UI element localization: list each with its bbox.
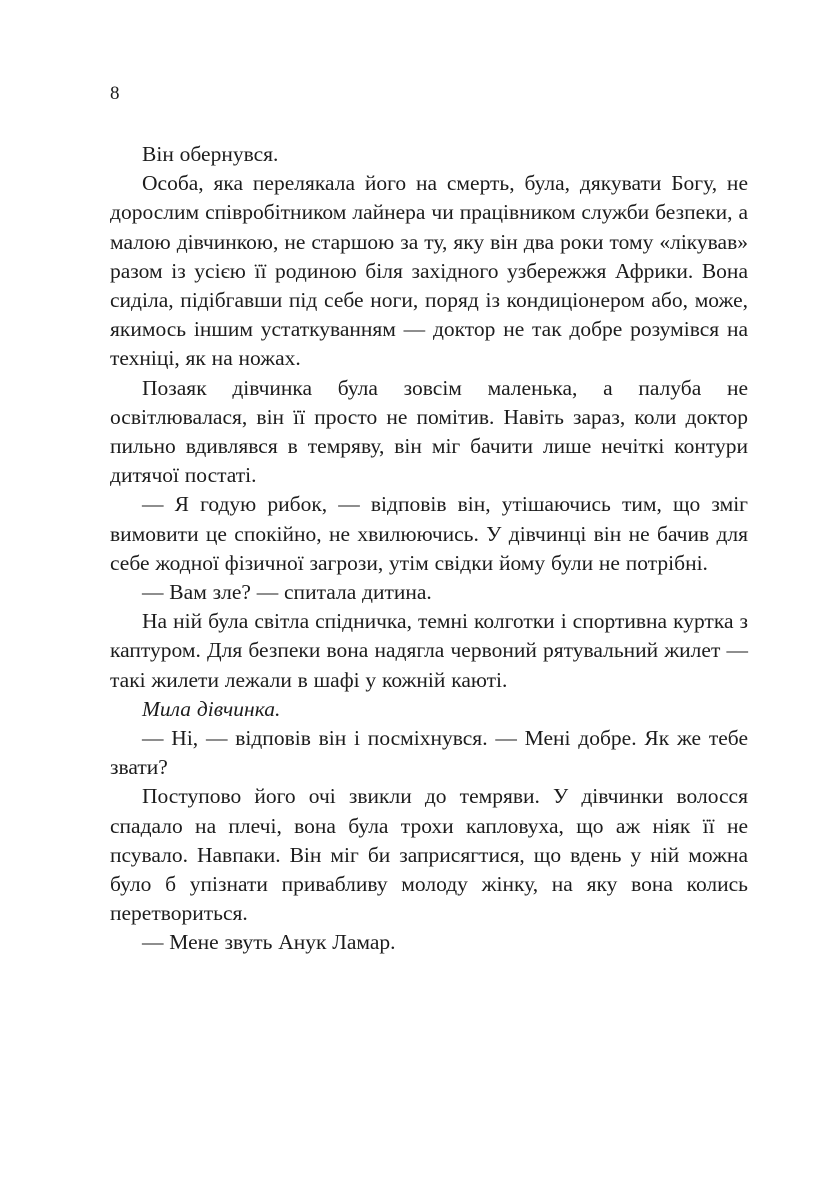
paragraph: Особа, яка перелякала його на смерть, була, дякувати Богу, не дорослим співробітником лайнера чи працівником служби безпеки, а малою дівчинкою, не старшою за ту, яку він два роки тому «лікував» разом із усією її родиною біля західного узбережжя Африки. Вона сиділа, підібгавши під себе ноги, поряд із кондиціонером або, може, якимось іншим устаткуванням — доктор не так добре розумівся на техніці, як на ножах. [110,171,748,371]
paragraph: Позаяк дівчинка була зовсім маленька, а палуба не освітлювалася, він її просто не помітив. Навіть зараз, коли доктор пильно вдивлявся в темряву, він міг бачити лише нечіткі контури дитячої постаті. [110,375,748,488]
paragraph: На ній була світла спідничка, темні колготки і спортивна куртка з каптуром. Для безпеки вона надягла червоний рятувальний жилет — такі жилети лежали в шафі у кожній каюті. [110,609,748,692]
paragraph: — Вам зле? — спитала дитина. [142,580,432,605]
paragraph: Поступово його очі звикли до темряви. У дівчинки волосся спадало на плечі, вона була трохи капловуха, що аж ніяк її не псувало. Навпаки. Він міг би заприсягтися, що вдень у ній можна було б упізнати привабливу молоду жінку, на яку вона колись перетвориться. [110,784,748,926]
paragraph: Мила дівчинка. [142,696,281,721]
paragraph: — Мене звуть Анук Ламар. [142,930,396,955]
paragraph: — Я годую рибок, — відповів він, утішаючись тим, що зміг вимовити це спокійно, не хвилюючись. У дівчинці він не бачив для себе жодної фізичної загрози, утім свідки йому були не потрібні. [110,492,748,575]
text-block [110,140,748,958]
paragraph: — Ні, — відповів він і посміхнувся. — Мені добре. Як же тебе звати? [110,726,748,780]
paragraph: Він обернувся. [142,142,279,166]
page-number: 8 [110,83,120,104]
